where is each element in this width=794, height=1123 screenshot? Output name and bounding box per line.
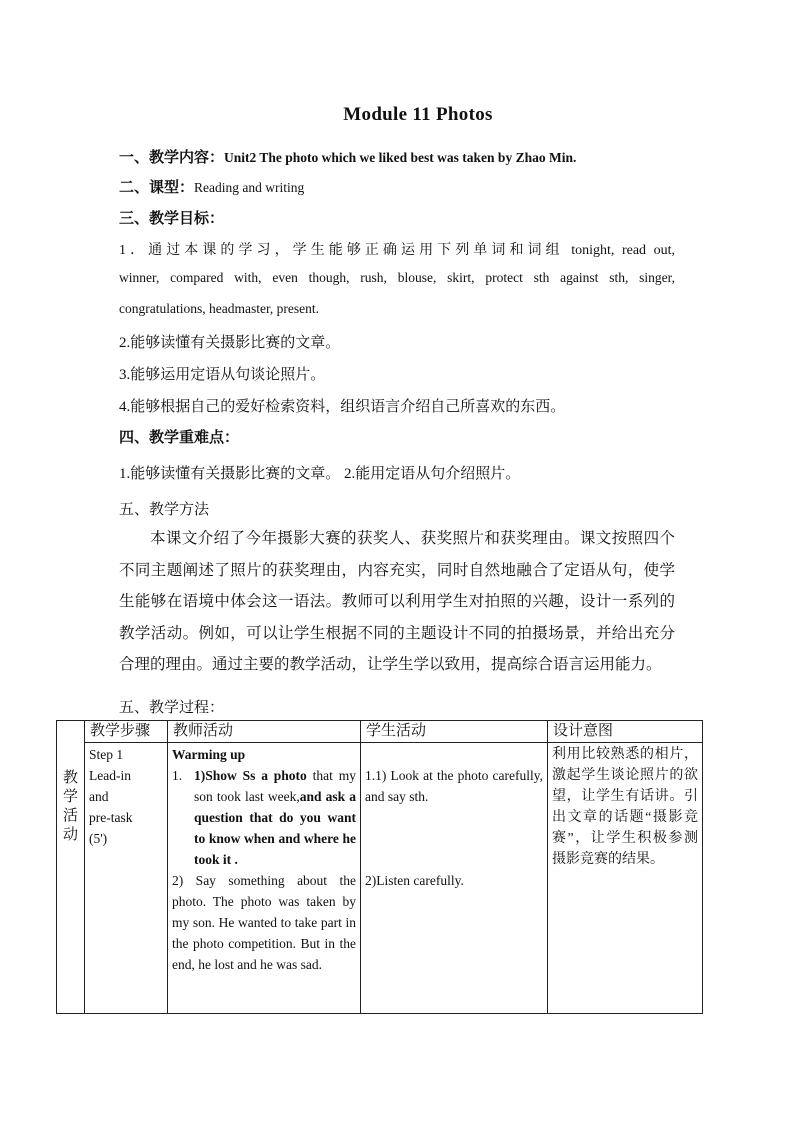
teacher-cell xyxy=(168,743,361,1014)
side-char: 学 xyxy=(62,789,78,805)
header-teacher: 教师活动 xyxy=(168,721,361,743)
header-step: 教学步骤 xyxy=(85,721,168,743)
section-text: Reading and writing xyxy=(194,180,305,195)
teacher-item-2: 2) Say something about the photo. The photo was taken by my son. He wanted to take part in the photo competition. But in the end, he lost and he was sad. xyxy=(172,873,356,972)
section-label: 一、教学内容： xyxy=(119,150,225,166)
side-char: 动 xyxy=(62,827,78,843)
student-cell xyxy=(361,743,548,1014)
lesson-table xyxy=(56,720,703,1014)
key-points: 1.能够读懂有关摄影比赛的文章。 2.能用定语从句介绍照片。 xyxy=(119,466,521,482)
step-line: pre-task xyxy=(89,810,133,825)
header-intent: 设计意图 xyxy=(548,721,703,743)
table-row xyxy=(57,743,703,1014)
step-line: Step 1 xyxy=(89,747,124,762)
item-text-plain: that my son took last week, xyxy=(194,768,356,804)
student-item-1: 1.1) Look at the photo carefully, and say sth. xyxy=(365,768,543,804)
item-text-bold: and ask a question that do you want to know when and where he took it . xyxy=(194,789,356,867)
section-label: 二、课型： xyxy=(119,180,195,196)
student-item-2: 2)Listen carefully. xyxy=(365,873,464,888)
goal-line: 1．通过本课的学习，学生能够正确运用下列单词和词组 tonight, read out, xyxy=(119,243,675,258)
goal-item: 4.能够根据自己的爱好检索资料，组织语言介绍自己所喜欢的东西。 xyxy=(119,399,566,415)
page-title: Module 11 Photos xyxy=(343,104,493,125)
design-intent: 利用比较熟悉的相片，激起学生谈论照片的欲望，让学生有话讲。引出文章的话题“摄影竞赛”，让学生积极参测摄影竞赛的结果。 xyxy=(552,747,698,867)
section-type xyxy=(119,176,304,197)
side-char: 活 xyxy=(62,808,78,824)
teacher-item-1 xyxy=(172,765,356,870)
goal-line: winner, compared with, even though, rush, blouse, skirt, protect sth against sth, singer, xyxy=(119,270,675,285)
goal-line: congratulations, headmaster, present. xyxy=(119,301,320,316)
table-header-row xyxy=(57,721,703,743)
side-char: 教 xyxy=(62,770,78,786)
step-line: Lead-in xyxy=(89,768,131,783)
section-label: 五、教学方法 xyxy=(119,502,210,518)
side-label-cell xyxy=(57,721,85,1014)
header-student: 学生活动 xyxy=(361,721,548,743)
method-paragraph: 本课文介绍了今年摄影大赛的获奖人、获奖照片和获奖理由。课文按照四个不同主题阐述了照片的获奖理由，内容充实，同时自然地融合了定语从句，使学生能够在语境中体会这一语法。教师可以利用学生对拍照的兴趣，设计一系列的教学活动。例如，可以让学生根据不同的主题设计不同的拍摄场景，并给出充分合理的理由。通过主要的教学活动，让学生学以致用，提高综合语言运用能力。 xyxy=(119,530,675,673)
item-number: 1. xyxy=(172,768,183,783)
intent-cell xyxy=(548,743,703,1014)
step-line: and xyxy=(89,789,109,804)
section-label: 五、教学过程： xyxy=(119,700,225,716)
item-text xyxy=(194,765,356,870)
section-content xyxy=(119,146,576,167)
step-cell xyxy=(85,743,168,1014)
item-text-bold: 1)Show Ss a photo xyxy=(194,768,307,783)
goal-item: 2.能够读懂有关摄影比赛的文章。 xyxy=(119,335,341,351)
goal-item: 3.能够运用定语从句谈论照片。 xyxy=(119,367,326,383)
section-label: 三、教学目标： xyxy=(119,211,225,227)
section-label: 四、教学重难点： xyxy=(119,430,240,446)
section-text: Unit2 The photo which we liked best was taken by Zhao Min. xyxy=(224,150,577,165)
activity-heading: Warming up xyxy=(172,747,246,762)
step-line: (5') xyxy=(89,831,108,846)
